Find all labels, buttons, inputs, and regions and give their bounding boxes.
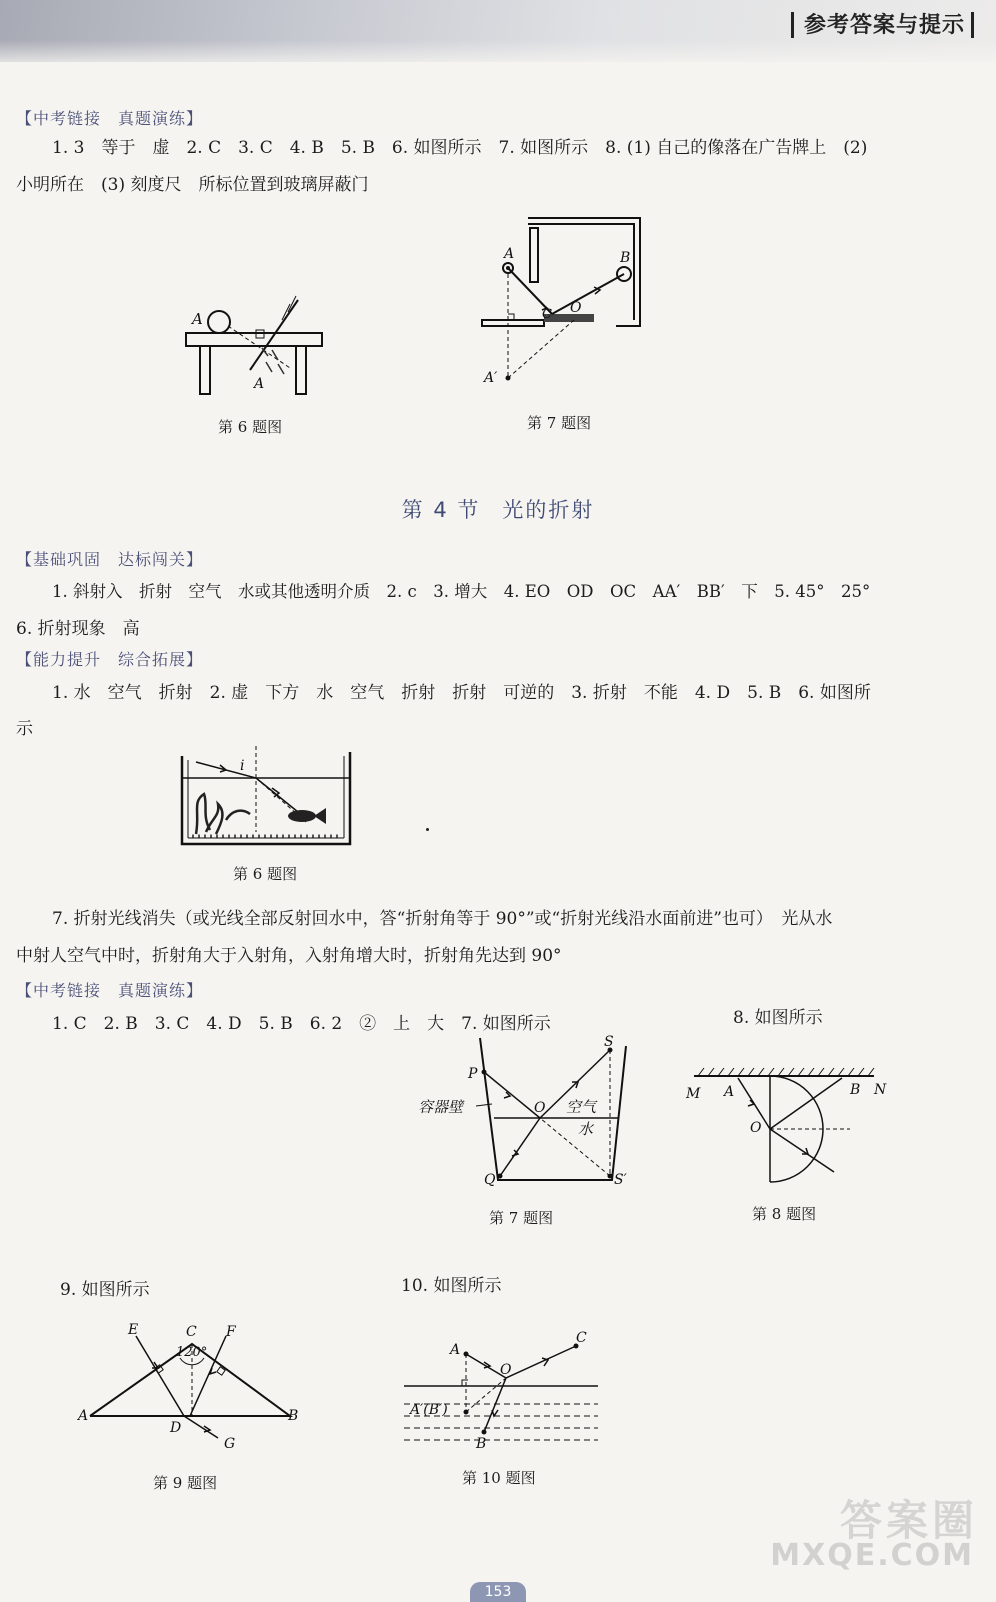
diagram-fig8-semicircle (684, 1064, 887, 1190)
label-i: i (240, 758, 245, 774)
label-wall: 容器壁 (418, 1098, 464, 1116)
diagram-fig7-room (478, 214, 648, 394)
diagram-fig6-tank (176, 742, 358, 848)
question-9-label: 9. 如图所示 (60, 1280, 150, 1300)
watermark-logo: 答案圈 (839, 1496, 978, 1545)
header-bar-end-icon (971, 12, 974, 38)
header-fade (0, 40, 996, 70)
answer-line: 1. 水 空气 折射 2. 虚 下方 水 空气 折射 折射 可逆的 3. 折射 不能 4. D 5. B 6. 如图所 (52, 683, 871, 703)
section-number: 第 4 节 (401, 498, 481, 522)
label-a: A (724, 1084, 735, 1100)
label-s: S (604, 1034, 614, 1050)
figure-caption: 第 8 题图 (752, 1205, 817, 1223)
label-air: 空气 (566, 1098, 597, 1116)
label-b: B (850, 1082, 861, 1098)
label-angle: 120° (176, 1345, 208, 1360)
diagram-fig10-water (400, 1330, 604, 1452)
answer-line: 6. 折射现象 高 (16, 619, 140, 639)
label-g: G (224, 1436, 236, 1452)
figure-caption: 第 10 题图 (462, 1469, 536, 1487)
label-b: B (288, 1408, 299, 1424)
section-tag: 【中考链接 真题演练】 (16, 981, 204, 1000)
speck (426, 828, 429, 831)
answer-line: 1. C 2. B 3. C 4. D 5. B 6. 2 ② 上 大 7. 如图所示 (52, 1014, 551, 1034)
section-tag: 【能力提升 综合拓展】 (16, 650, 204, 669)
label-o: O (500, 1362, 512, 1378)
label-ab-image: A′(B′) (410, 1402, 448, 1418)
label-c: C (576, 1330, 587, 1346)
header-bars-icon (791, 12, 800, 38)
label-d: D (170, 1420, 182, 1436)
figure-caption: 第 6 题图 (233, 865, 298, 883)
section-name: 光的折射 (502, 498, 595, 522)
label-f: F (226, 1324, 236, 1340)
answer-line: 1. 斜射入 折射 空气 水或其他透明介质 2. c 3. 增大 4. EO OD OC AA′ BB′ 下 5. 45° 25° (52, 582, 871, 601)
diagram-fig6-mirror (180, 290, 340, 400)
answer-line: 7. 折射光线消失（或光线全部反射回水中，答“折射角等于 90°”或“折射光线沿水面前进”也可） 光从水 (52, 909, 833, 929)
header-title: 参考答案与提示 (791, 8, 974, 39)
label-o: O (570, 300, 582, 316)
figure-caption: 第 6 题图 (218, 418, 283, 436)
section-tag: 【基础巩固 达标闯关】 (16, 550, 204, 569)
answer-line: 中射人空气中时，折射角大于入射角，入射角增大时，折射角先达到 90° (16, 946, 562, 966)
page-number: 153 (470, 1582, 526, 1602)
figure-caption: 第 7 题图 (527, 414, 592, 432)
label-q: Q (484, 1172, 496, 1188)
section-title (0, 494, 996, 524)
question-10-label: 10. 如图所示 (401, 1276, 502, 1296)
label-a: A (504, 246, 515, 262)
label-e: E (128, 1322, 139, 1338)
label-a: A (192, 310, 203, 328)
label-water: 水 (578, 1120, 594, 1138)
answer-line: 示 (16, 719, 33, 739)
label-a: A (450, 1342, 461, 1358)
label-c: C (186, 1324, 197, 1340)
answer-line: 小明所在 (3) 刻度尺 所标位置到玻璃屏蔽门 (16, 175, 369, 195)
answer-line: 1. 3 等于 虚 2. C 3. C 4. B 5. B 6. 如图所示 7. 如图所示 8. (1) 自己的像落在广告牌上 (2) (52, 138, 868, 158)
watermark-url: MXQE.COM (770, 1538, 974, 1573)
label-o: O (534, 1100, 546, 1116)
question-8-label: 8. 如图所示 (733, 1008, 823, 1028)
figure-caption: 第 7 题图 (489, 1209, 554, 1227)
section-tag: 【中考链接 真题演练】 (16, 109, 204, 128)
label-b: B (620, 250, 631, 266)
label-s-image: S′ (614, 1172, 627, 1188)
label-b: B (476, 1436, 487, 1452)
label-a-image: A (254, 376, 265, 392)
label-p: P (468, 1066, 478, 1082)
label-n: N (874, 1082, 887, 1098)
label-a-image: A′ (484, 370, 498, 386)
label-a: A (78, 1408, 89, 1424)
label-m: M (686, 1086, 701, 1102)
diagram-fig9-prism (76, 1322, 304, 1462)
label-o: O (750, 1120, 762, 1136)
diagram-fig7-container (414, 1032, 636, 1192)
label-c: C (542, 307, 552, 322)
figure-caption: 第 9 题图 (153, 1474, 218, 1492)
